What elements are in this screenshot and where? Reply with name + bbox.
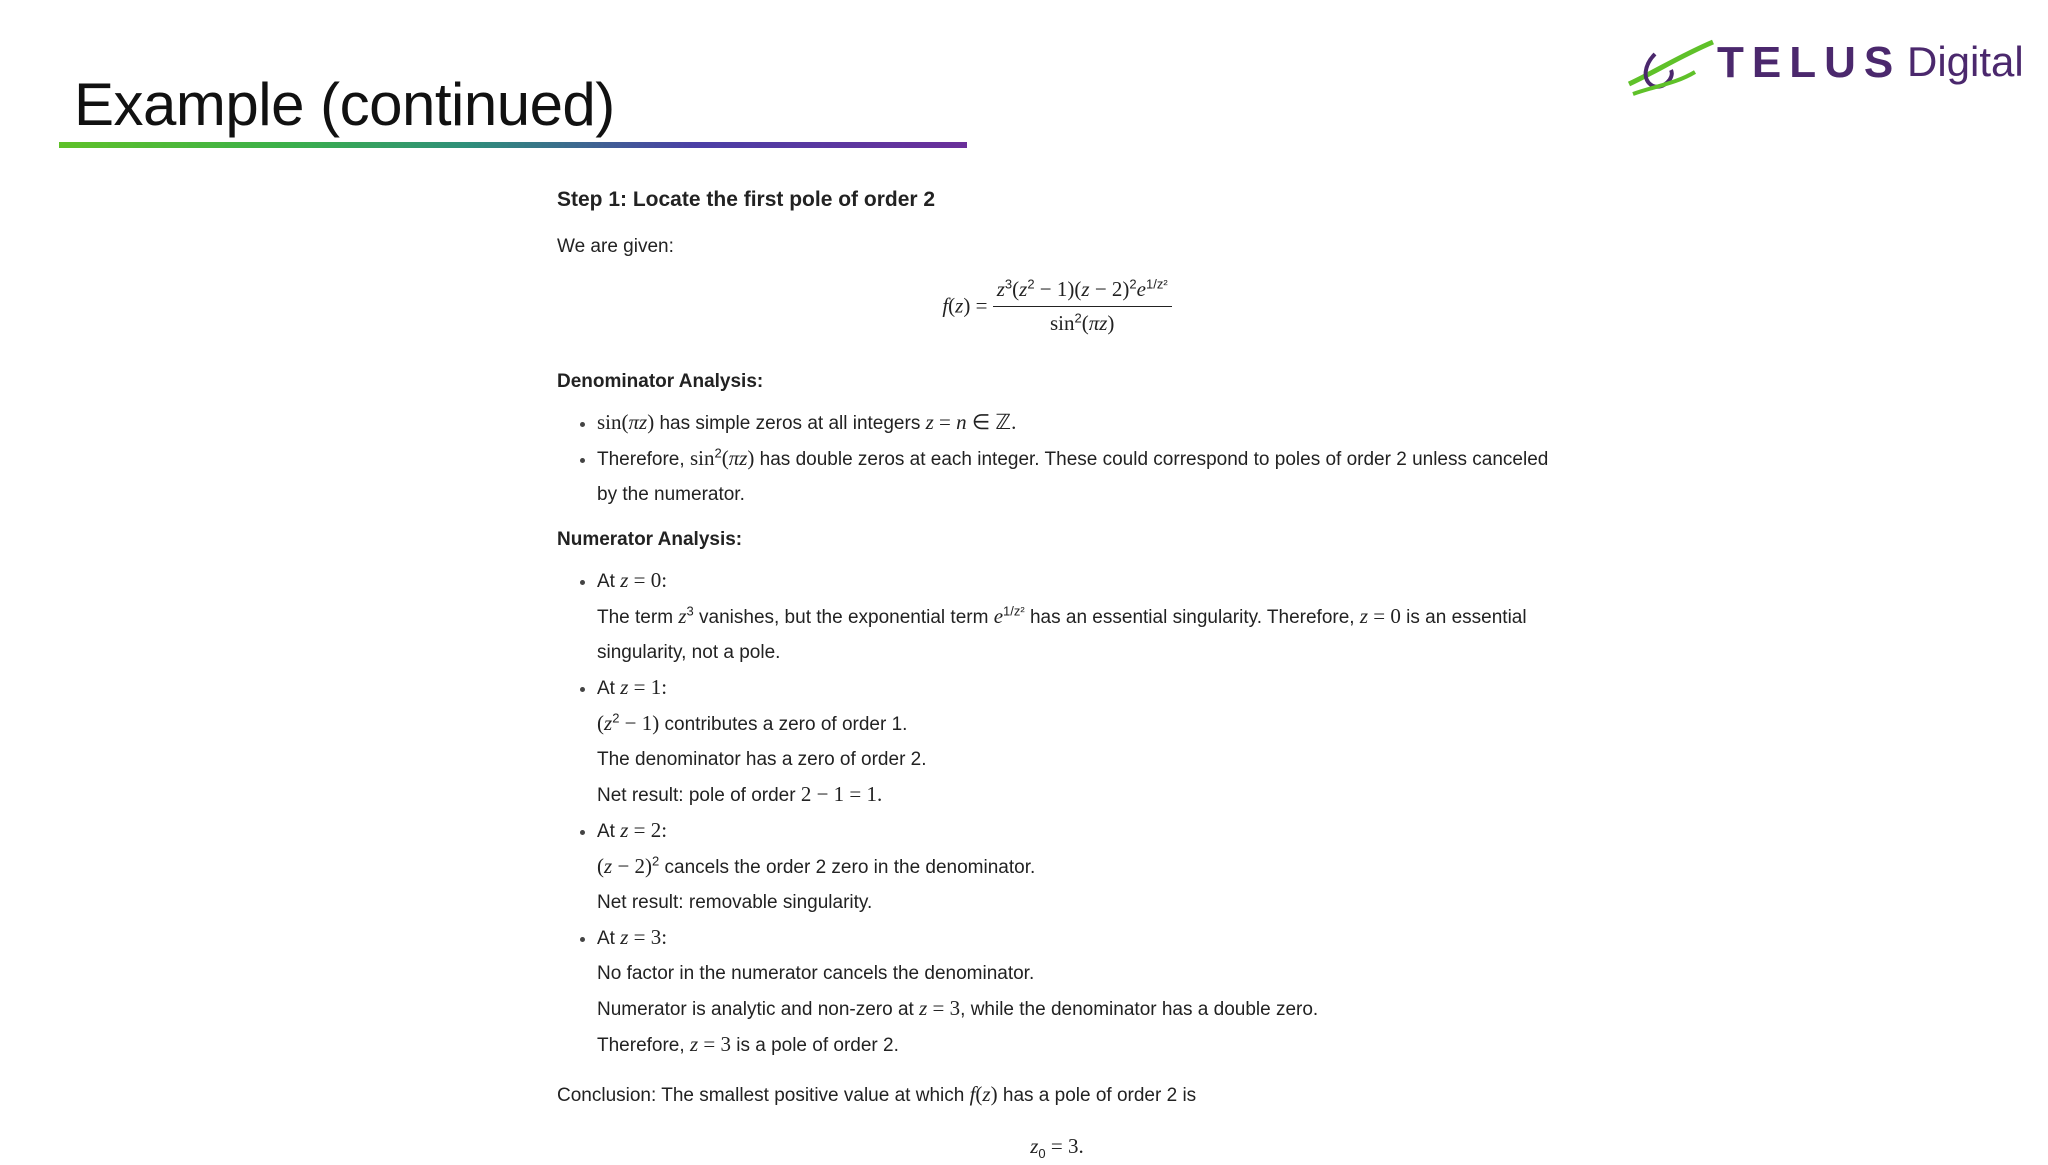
telus-leaf-icon bbox=[1625, 34, 1715, 100]
given-label: We are given: bbox=[557, 236, 674, 257]
logo-brand: TELUS bbox=[1717, 38, 1902, 87]
telus-digital-logo bbox=[1625, 34, 2025, 100]
numerator-heading: Numerator Analysis: bbox=[557, 529, 743, 550]
function-definition: f(z) = $\frac{z^3(z^2 - 1)(z - 2)^2e^{1/z^2}}{\sin^2(\pi z)}$ bbox=[557, 274, 1557, 344]
title-underline bbox=[59, 142, 967, 148]
numerator-list bbox=[557, 563, 1557, 1063]
logo-sub: Digital bbox=[1907, 38, 2024, 85]
list-item: • At z = 3: No factor in the numerator cancels the denominator. Numerator is analytic and non-zero at z = 3, while the denominator has a double zero. Therefore, z = 3 is a pole of order 2. bbox=[597, 920, 1557, 1063]
list-item: • Therefore, $\sin^2(\pi z)$ has double zeros at each integer. These could correspond to poles of order 2 unless canceled by the numerator. bbox=[597, 441, 1557, 512]
list-item: • At z = 2: $(z - 2)^2$ cancels the order 2 zero in the denominator. Net result: removable singularity. bbox=[597, 813, 1557, 920]
final-answer: $z_0 = 3$. bbox=[1030, 1134, 1084, 1161]
step-heading: Step 1: Locate the first pole of order 2 bbox=[557, 188, 936, 211]
solution-content bbox=[557, 182, 1557, 1165]
slide-title: Example (continued) bbox=[74, 71, 615, 138]
list-item: • At z = 1: $(z^2 - 1)$ contributes a zero of order 1. The denominator has a zero of order 2. Net result: pole of order 2 − 1 = 1. bbox=[597, 670, 1557, 813]
denominator-list bbox=[557, 405, 1557, 512]
list-item: • At z = 0: The term $z^3$ vanishes, but the exponential term $e^{1/z^2}$ has an essential singularity. Therefore, z = 0 is an essential singularity, not a pole. bbox=[597, 563, 1557, 670]
denominator-heading: Denominator Analysis: bbox=[557, 371, 764, 392]
list-item: • sin(πz) has simple zeros at all integers z = n ∈ ℤ. bbox=[597, 405, 1557, 441]
conclusion: Conclusion: The smallest positive value at which f(z) has a pole of order 2 is bbox=[557, 1082, 1197, 1106]
